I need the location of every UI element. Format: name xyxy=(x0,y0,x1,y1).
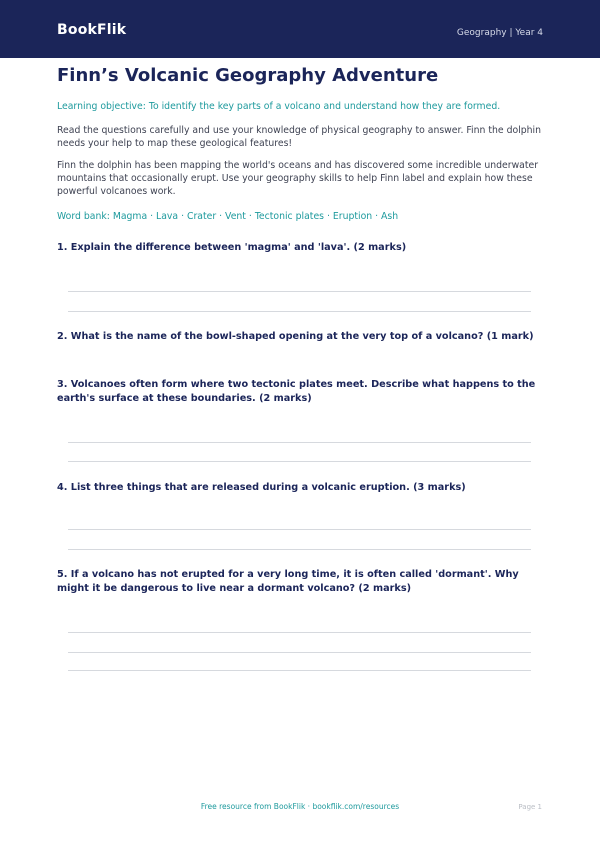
question-5: 5. If a volcano has not erupted for a very long time, it is often called 'dormant'. Why might it be dangerous to live near a dormant volcano? (2 marks) xyxy=(57,569,519,595)
answer-line[interactable] xyxy=(68,549,531,550)
question-3: 3. Volcanoes often form where two tectonic plates meet. Describe what happens to the earth's surface at these boundaries. (2 marks) xyxy=(57,379,536,405)
answer-line[interactable] xyxy=(68,461,531,462)
answer-line[interactable] xyxy=(68,311,531,312)
learning-objective: Learning objective: To identify the key parts of a volcano and understand how they are formed. xyxy=(57,101,501,112)
answer-line[interactable] xyxy=(68,632,531,633)
header-bar xyxy=(0,0,600,58)
answer-line[interactable] xyxy=(68,652,531,653)
footer-resource-link[interactable]: Free resource from BookFlik · bookflik.com/resources xyxy=(200,802,400,811)
intro-paragraph: Read the questions carefully and use your knowledge of physical geography to answer. Finn the dolphin needs your help to map these geological features! xyxy=(57,125,542,150)
word-bank: Word bank: Magma · Lava · Crater · Vent · Tectonic plates · Eruption · Ash xyxy=(57,211,399,222)
question-2: 2. What is the name of the bowl-shaped opening at the very top of a volcano? (1 mark) xyxy=(57,331,534,342)
subject-year-label: Geography | Year 4 xyxy=(456,28,543,38)
answer-line[interactable] xyxy=(68,442,531,443)
question-4: 4. List three things that are released during a volcanic eruption. (3 marks) xyxy=(57,482,466,493)
answer-line[interactable] xyxy=(68,670,531,671)
page-number: Page 1 xyxy=(518,803,542,811)
intro-paragraph: Finn the dolphin has been mapping the world's oceans and has discovered some incredible underwater mountains that occasionally erupt. Use your geography skills to help Finn label and explain how these powerful volcanoes work. xyxy=(57,160,539,198)
answer-line[interactable] xyxy=(68,529,531,530)
worksheet-title: Finn’s Volcanic Geography Adventure xyxy=(57,65,439,86)
answer-line[interactable] xyxy=(68,291,531,292)
brand-logo-text[interactable]: BookFlik xyxy=(57,22,127,38)
question-1: 1. Explain the difference between 'magma' and 'lava'. (2 marks) xyxy=(57,242,407,253)
